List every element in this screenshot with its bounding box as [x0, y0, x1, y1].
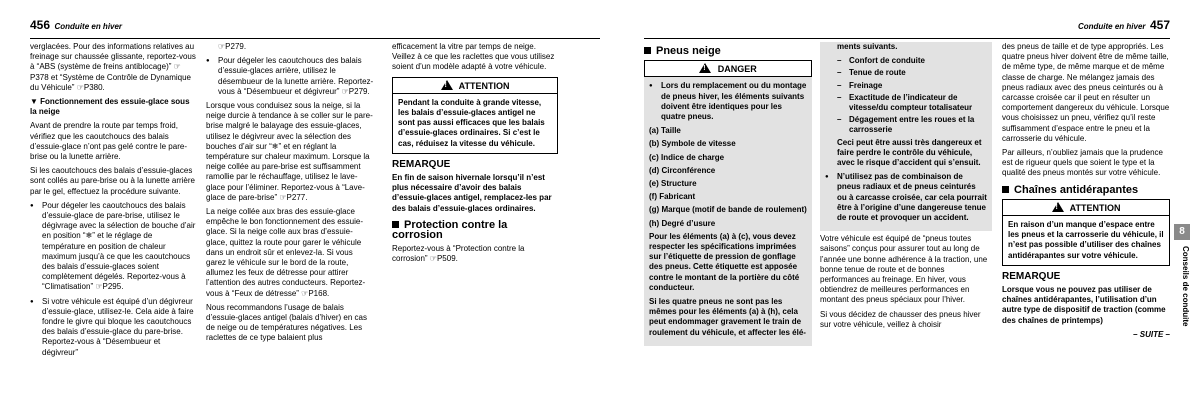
chapter-tab: 8	[1174, 224, 1190, 240]
paragraph: Lorsque vous conduisez sous la neige, si la neige durcie à tendance à se coller sur le pare-brise malgré le balayage des essuie-glaces, utilisez le dégivreur avec la sélection des bouches d’air sur “❄” et en réglant la température sur chaleur maximum. Lorsque la neige collée au pare-brise est suffisamment ramollie par le réchauffage, utilisez le lave-glace pour l’éliminer. Reportez-vous à “Lave-glace de pare-brise” ☞P277.	[206, 101, 373, 202]
section-square-icon	[644, 47, 651, 54]
left-col-2	[206, 42, 374, 348]
subheading-wipers-snow: ▼ Fonctionnement des essuie-glace sous la neige	[30, 97, 190, 117]
paragraph: efficacement la vitre par temps de neige. Veillez à ce que les raclettes que vous utilisez soient d’un modèle adapté à votre véhicule.	[392, 42, 555, 72]
right-col-1	[644, 42, 812, 352]
right-col-3	[1002, 42, 1170, 344]
list-item: – Tenue de route	[837, 68, 987, 78]
section-title-text: Pneus neige	[656, 45, 721, 57]
attention-header	[1003, 200, 1169, 216]
remarque-text: En fin de saison hivernale lorsqu’il n’est plus nécessaire d’avoir des balais d’essuie-glaces antigel, remplacez-les par des balais d’essuie-glaces ordinaires.	[392, 173, 552, 213]
list-item: – Exactitude de l’indicateur de vitesse/du compteur totalisateur	[837, 93, 987, 113]
left-col-1	[30, 42, 196, 362]
paragraph: Si les quatre pneus ne sont pas les mêmes pour les éléments (a) à (h), cela peut endommager gravement le train de roulement du véhicule, et affecter les élé-	[649, 297, 806, 337]
warning-triangle-icon	[699, 63, 711, 73]
section-title-text: Chaînes antidérapantes	[1014, 183, 1139, 196]
paragraph: Par ailleurs, n’oubliez jamais que la prudence est de rigueur quels que soient le type et la qualité des pneus montés sur votre véhicule.	[1002, 148, 1163, 178]
paragraph: Nous recommandons l’usage de balais d’essuie-glaces antigel (balais d’hiver) en cas de neige ou de températures négatives. Les raclettes de ce type balaient plus	[206, 302, 367, 343]
left-col-3	[392, 42, 558, 269]
right-header-rule	[644, 38, 1170, 39]
bullet-item: ● Pour dégeler les caoutchoucs des balais d’essuie-glaces arrière, utilisez le désembueur de la lunette arrière. Reportez-vous à “Désembueur et dégivreur” ☞P279.	[206, 56, 374, 97]
bullet-item: ● Pour dégeler les caoutchoucs des balais d’essuie-glace de pare-brise, utilisez le dégivrage avec la sélection de bouche d’air en position “❄” et le réglage de température en position de chaleur maximum jusqu’à ce que les caoutchoucs des balais d’essuie-glaces soient complètement dégelés. Reportez-vous à “Climatisation” ☞P295.	[30, 201, 196, 293]
effects-list	[825, 56, 987, 135]
warning-triangle-icon	[1052, 202, 1064, 212]
list-item: – Confort de conduite	[837, 56, 987, 66]
attention-text: En raison d’un manque d’espace entre les pneus et la carrosserie du véhicule, il n’est pas possible d’utiliser des chaînes antidérapantes sur votre véhicule.	[1008, 220, 1164, 260]
bullet-item: ● Lors du remplacement ou du montage de pneus hiver, les éléments suivants doivent être identiques pour les quatre pneus.	[649, 81, 807, 122]
list-item: (b) Symbole de vitesse	[649, 139, 736, 149]
list-item: – Dégagement entre les roues et la carrosserie	[837, 115, 987, 135]
list-item: (c) Indice de charge	[649, 152, 725, 162]
right-header-title: Conduite en hiver	[1077, 22, 1146, 31]
bullet-item: ● N’utilisez pas de combinaison de pneus radiaux et de pneus ceinturés ou à carcasse croisée, car cela pourrait être à l’origine d’une dangereuse tenue de route et provoquer un accident.	[825, 172, 987, 223]
paragraph: des pneus de taille et de type appropriés. Les quatre pneus hiver doivent être de même taille, de même type, de même marque et de même classe de charge. Ne mélangez jamais des pneus radiaux avec des pneus ceinturés ou à carcasse croisée car il peut en résulter un comportement dangereux du véhicule. Lorsque vous choisissez un pneu, vérifiez qu’il reste suffisamment d’espace entre le pneu et la carrosserie du véhicule.	[1002, 42, 1170, 143]
danger-header	[644, 60, 812, 77]
list-item: (a) Taille	[649, 126, 681, 136]
bullet-item: ● Si votre véhicule est équipé d’un dégivreur d’essuie-glace, utilisez-le. Cela aide à faire fondre le givre qui bloque les caoutchoucs des balais d’essuie-glace du pare-brise. Reportez-vous à “Désembueur et dégivreur”	[30, 297, 196, 358]
section-title-snow-tires	[644, 46, 812, 56]
warning-triangle-icon	[441, 80, 453, 90]
paragraph: Ceci peut être aussi très dangereux et faire perdre le contrôle du véhicule, avec le risque d’accident qui s’ensuit.	[837, 137, 982, 168]
danger-body	[644, 77, 812, 345]
attention-header	[393, 78, 557, 94]
section-square-icon	[392, 221, 399, 228]
right-page-number: 457	[1149, 18, 1170, 32]
remarque-text: Lorsque vous ne pouvez pas utiliser de chaînes antidérapantes, l’utilisation d’un autre type de dispositif de traction (comme des chaînes de printemps)	[1002, 285, 1166, 325]
tire-criteria-list	[649, 126, 807, 229]
left-header-rule	[30, 38, 600, 39]
paragraph: Pour les éléments (a) à (c), vous devez respecter les spécifications imprimées sur l’étiquette de pression de gonflage des pneus. Cette étiquette est apposée contre le montant de la portière du côté conducteur.	[649, 231, 800, 292]
list-item: (d) Circonférence	[649, 165, 716, 175]
left-page-number: 456	[30, 18, 51, 32]
paragraph: verglacées. Pour des informations relatives au freinage sur chaussée glissante, reportez-vous à “ABS (système de freins antiblocage)” ☞P378 et “Système de Contrôle de Dynamique du Véhicule” ☞P380.	[30, 42, 196, 92]
paragraph: Votre véhicule est équipé de “pneus toutes saisons” conçus pour assurer tout au long de l’année une bonne adhérence à la traction, une bonne tenue de route et de bonnes performances au freinage. En hiver, vous obtiendrez de meilleures performances en montant des pneus spéciaux pour l’hiver.	[820, 234, 988, 305]
left-header-title: Conduite en hiver	[54, 22, 123, 31]
paragraph: Avant de prendre la route par temps froid, vérifiez que les caoutchoucs des balais d’essuie-glace n’ont pas gelé contre le pare-brise ou la lunette arrière.	[30, 121, 187, 162]
section-title-corrosion	[392, 220, 558, 240]
remarque-title: REMARQUE	[392, 158, 451, 170]
attention-text: Pendant la conduite à grande vitesse, les balais d’essuie-glaces antigel ne sont pas aussi efficaces que les balais d’essuie-glaces ordinaires. Si c’est le cas, réduisez la vitesse du véhicule.	[398, 97, 545, 148]
list-item: (f) Fabricant	[649, 192, 696, 202]
chapter-label: Conseils de conduite	[1181, 246, 1190, 327]
attention-box	[1002, 199, 1170, 266]
paragraph: ☞P279.	[218, 42, 247, 51]
paragraph: Reportez-vous à “Protection contre la corrosion” ☞P509.	[392, 244, 525, 264]
danger-box	[644, 60, 812, 346]
danger-continued	[820, 42, 992, 231]
attention-title: ATTENTION	[458, 80, 510, 91]
attention-title: ATTENTION	[1069, 202, 1121, 213]
list-item: – Freinage	[837, 81, 987, 91]
danger-title: DANGER	[717, 64, 757, 75]
paragraph: Si vous décidez de chausser des pneus hiver sur votre véhicule, veillez à choisir	[820, 309, 981, 329]
paragraph: Si les caoutchoucs des balais d’essuie-glaces sont collés au pare-brise ou à la lunette arrière par le gel, effectuez la procédure suivante.	[30, 166, 195, 196]
list-item: (h) Degré d’usure	[649, 218, 716, 228]
remarque-title: REMARQUE	[1002, 270, 1061, 282]
right-header	[1078, 18, 1170, 32]
suite-label: – SUITE –	[1133, 329, 1170, 339]
list-item: (g) Marque (motif de bande de roulement)	[649, 205, 807, 215]
section-title-chains	[1002, 185, 1170, 195]
section-square-icon	[1002, 186, 1009, 193]
right-col-2	[820, 42, 992, 334]
attention-box	[392, 77, 558, 154]
list-item: (e) Structure	[649, 179, 697, 189]
left-header	[30, 18, 122, 32]
paragraph: La neige collée aux bras des essuie-glace empêche le bon fonctionnement des essuie-glace. Si la neige colle aux bras d’essuie-glace, quittez la route pour garer le véhicule dans un endroit sûr et enlevez-la. Si vous garez le véhicule sur le bord de la route, allumez les feux de détresse pour attirer l’attention des autres conducteurs. Reportez-vous à “Feux de détresse” ☞P168.	[206, 207, 366, 298]
section-title-text: Protection contre la corrosion	[392, 218, 508, 242]
right-page	[600, 0, 1200, 402]
paragraph: ments suivants.	[837, 42, 898, 51]
